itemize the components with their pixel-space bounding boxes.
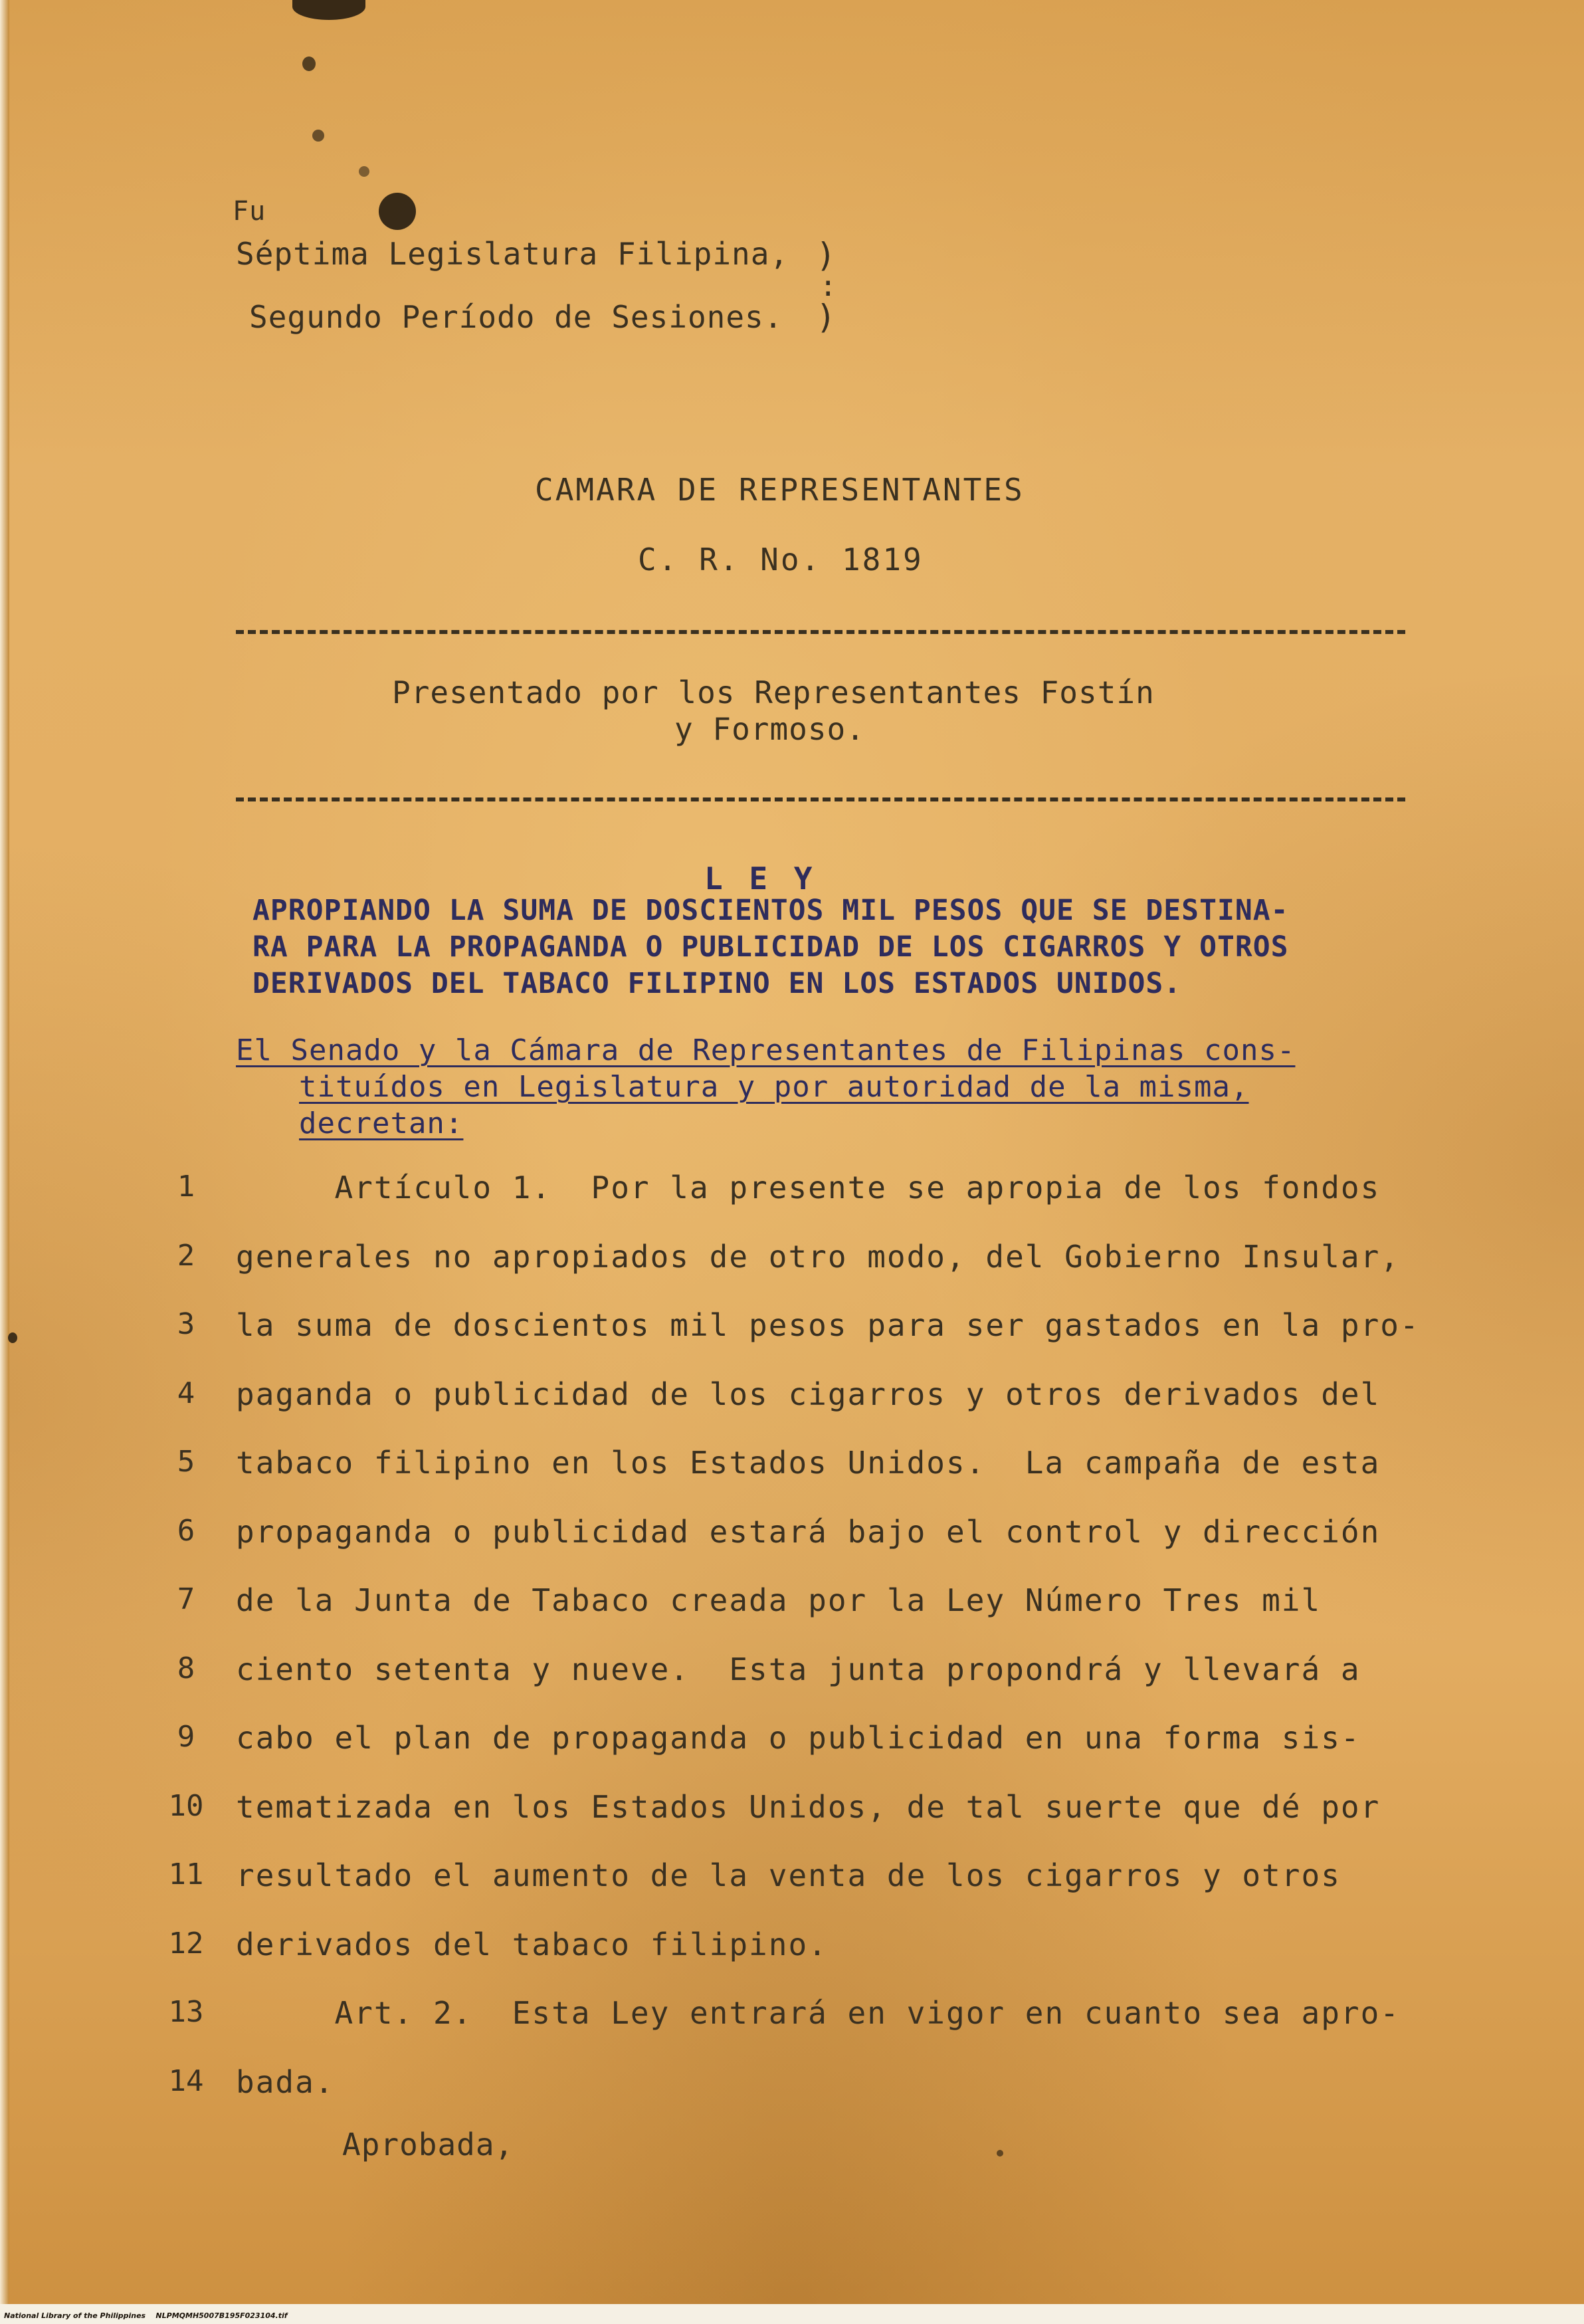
body-text-line: propaganda o publicidad estará bajo el control y dirección xyxy=(236,1514,1381,1550)
ink-stain xyxy=(997,2150,1003,2157)
closing-approved: Aprobada, xyxy=(342,2127,514,2163)
body-text-line: derivados del tabaco filipino. xyxy=(236,1927,828,1962)
enacting-clause-1: El Senado y la Cámara de Representantes de Filipinas cons- xyxy=(236,1033,1296,1067)
line-number: 3 xyxy=(177,1307,195,1341)
body-text-line: generales no apropiados de otro modo, del Gobierno Insular, xyxy=(236,1239,1400,1275)
body-text-line: bada. xyxy=(236,2064,335,2100)
ink-stain xyxy=(292,0,365,20)
line-number: 9 xyxy=(177,1720,195,1754)
line-number: 2 xyxy=(177,1239,195,1273)
body-text-line: paganda o publicidad de los cigarros y otros derivados del xyxy=(236,1376,1381,1412)
body-text-line: de la Junta de Tabaco creada por la Ley Número Tres mil xyxy=(236,1582,1322,1618)
bill-number: C. R. No. 1819 xyxy=(638,542,924,578)
line-number: 1 xyxy=(177,1170,195,1204)
ink-stain xyxy=(8,1332,17,1343)
line-number: 8 xyxy=(177,1651,195,1685)
ink-stain xyxy=(312,130,324,142)
line-number: 4 xyxy=(177,1376,195,1410)
line-number: 10 xyxy=(168,1789,204,1823)
session-bracket: ) xyxy=(816,298,837,336)
line-number: 5 xyxy=(177,1445,195,1479)
separator-line xyxy=(236,797,1405,801)
body-text-line: ciento setenta y nueve. Esta junta propondrá y llevará a xyxy=(236,1651,1361,1687)
line-number: 6 xyxy=(177,1514,195,1548)
line-number: 12 xyxy=(168,1927,204,1960)
body-text-line: Artículo 1. Por la presente se apropia de los fondos xyxy=(236,1170,1381,1206)
ink-stain xyxy=(359,166,369,177)
legislature-bracket: ) xyxy=(816,236,837,274)
body-text-line: resultado el aumento de la venta de los cigarros y otros xyxy=(236,1857,1341,1893)
page-edge xyxy=(0,0,9,2324)
line-number: 11 xyxy=(168,1857,204,1891)
corner-mark: Fu xyxy=(233,196,266,227)
line-number: 13 xyxy=(168,1995,204,2029)
body-text-line: tabaco filipino en los Estados Unidos. La campaña de esta xyxy=(236,1445,1381,1481)
session-label: Segundo Período de Sesiones. xyxy=(249,299,783,335)
ink-stain xyxy=(379,193,416,230)
body-text-line: Art. 2. Esta Ley entrará en vigor en cuanto sea apro- xyxy=(236,1995,1400,2031)
body-text-line: cabo el plan de propaganda o publicidad en una forma sis- xyxy=(236,1720,1361,1756)
law-subtitle-1: APROPIANDO LA SUMA DE DOSCIENTOS MIL PESOS QUE SE DESTINA- xyxy=(252,894,1289,927)
law-heading: L E Y xyxy=(704,861,817,897)
enacting-clause-3: decretan: xyxy=(299,1107,464,1140)
ink-stain xyxy=(302,56,316,71)
bracket-colon: : xyxy=(819,269,838,303)
law-subtitle-3: DERIVADOS DEL TABACO FILIPINO EN LOS ESTADOS UNIDOS. xyxy=(252,967,1182,1000)
presented-by-line1: Presentado por los Representantes Fostín xyxy=(392,675,1155,710)
line-number: 14 xyxy=(168,2064,204,2098)
archive-footer: National Library of the Philippines NLPMQMH5007B195F023104.tif xyxy=(4,2311,288,2320)
line-number: 7 xyxy=(177,1582,195,1616)
chamber-title: CAMARA DE REPRESENTANTES xyxy=(535,472,1025,508)
legislature-label: Séptima Legislatura Filipina, xyxy=(236,236,789,272)
body-text-line: la suma de doscientos mil pesos para ser gastados en la pro- xyxy=(236,1307,1420,1343)
enacting-clause-2: tituídos en Legislatura y por autoridad de la misma, xyxy=(299,1070,1249,1104)
separator-line xyxy=(236,630,1405,634)
body-text-line: tematizada en los Estados Unidos, de tal suerte que dé por xyxy=(236,1789,1381,1825)
law-subtitle-2: RA PARA LA PROPAGANDA O PUBLICIDAD DE LOS CIGARROS Y OTROS xyxy=(252,930,1289,964)
presented-by-line2: y Formoso. xyxy=(674,711,865,747)
